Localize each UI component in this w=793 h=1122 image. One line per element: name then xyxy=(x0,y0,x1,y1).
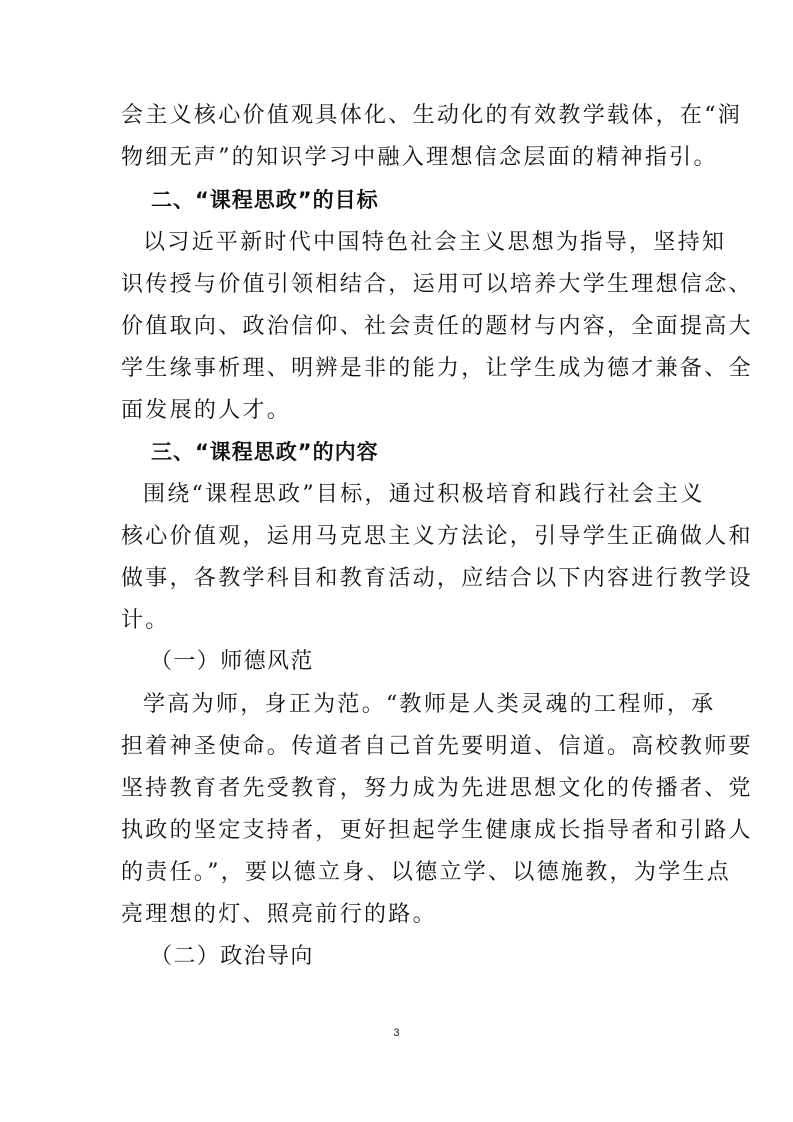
paragraph-line: 会主义核心价值观具体化、生动化的有效教学载体，在“润 xyxy=(121,103,743,128)
paragraph-line: 核心价值观，运用马克思主义方法论，引导学生正确做人和 xyxy=(121,524,753,549)
paragraph-line: 计。 xyxy=(121,608,170,633)
paragraph-line: 面发展的人才。 xyxy=(121,398,292,423)
paragraph-line: 围绕“课程思政”目标，通过积极培育和践行社会主义 xyxy=(143,482,705,507)
page-number: 3 xyxy=(393,1027,400,1039)
paragraph-line: 执政的坚定支持者，更好担起学生健康成长指导者和引路人 xyxy=(121,818,753,843)
paragraph-line: 识传授与价值引领相结合，运用可以培养大学生理想信念、 xyxy=(121,272,753,297)
paragraph-line: 亮理想的灯、照亮前行的路。 xyxy=(121,902,437,927)
section-heading-content: 三、“课程思政”的内容 xyxy=(151,440,379,464)
paragraph-line: 价值取向、政治信仰、社会责任的题材与内容，全面提高大 xyxy=(121,314,753,339)
subsection-heading-politics: （二）政治导向 xyxy=(150,944,314,969)
paragraph-line: 坚持教育者先受教育，努力成为先进思想文化的传播者、党 xyxy=(121,776,753,801)
section-heading-goals: 二、“课程思政”的目标 xyxy=(151,188,379,212)
paragraph-line: 以习近平新时代中国特色社会主义思想为指导，坚持知 xyxy=(143,230,727,255)
paragraph-line: 物细无声”的知识学习中融入理想信念层面的精神指引。 xyxy=(121,145,718,170)
paragraph-line: 的责任。”，要以德立身、以德立学、以德施教，为学生点 xyxy=(121,860,732,885)
paragraph-line: 担着神圣使命。传道者自己首先要明道、信道。高校教师要 xyxy=(121,734,753,759)
paragraph-line: 学高为师，身正为范。“教师是人类灵魂的工程师，承 xyxy=(143,692,716,717)
paragraph-line: 学生缘事析理、明辨是非的能力，让学生成为德才兼备、全 xyxy=(121,356,753,381)
subsection-heading-ethics: （一）师德风范 xyxy=(150,649,314,674)
paragraph-line: 做事，各教学科目和教育活动，应结合以下内容进行教学设 xyxy=(121,566,753,591)
